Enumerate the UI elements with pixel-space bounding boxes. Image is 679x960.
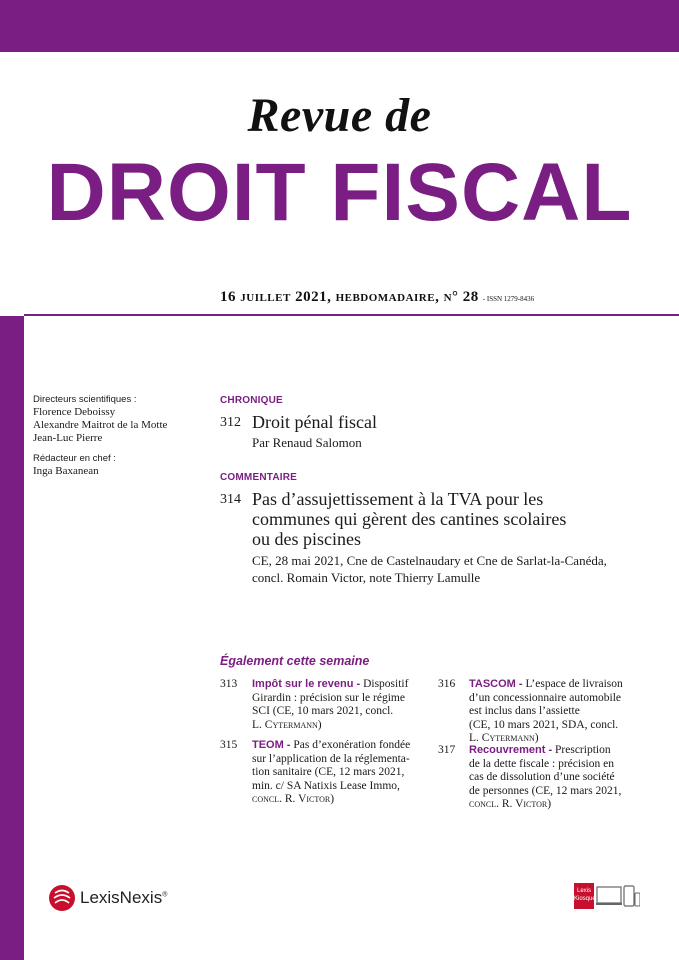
item-keyword: Recouvrement - bbox=[469, 744, 553, 756]
article-number: 312 bbox=[220, 415, 241, 430]
article-title[interactable]: Droit pénal fiscal bbox=[252, 412, 377, 432]
director-name: Alexandre Maitrot de la Motte bbox=[33, 419, 168, 431]
masthead-revue: Revue de bbox=[247, 89, 432, 142]
also-item[interactable]: TASCOM - L’espace de livraison d’un concessionnaire automobile est inclus dans l’assiette (CE, 10 mars 2021, SDA, concl. L. Cytermann) bbox=[469, 678, 623, 744]
title-line: communes qui gèrent des cantines scolaires bbox=[252, 509, 567, 529]
reference-line: concl. Romain Victor, note Thierry Lamulle bbox=[252, 570, 481, 585]
section-commentaire: COMMENTAIRE bbox=[220, 472, 298, 483]
item-keyword: TEOM - bbox=[252, 739, 291, 751]
director-name: Florence Deboissy bbox=[33, 406, 116, 418]
lexisnexis-emblem-icon bbox=[48, 884, 76, 912]
issue-line bbox=[220, 289, 534, 306]
article-reference bbox=[252, 552, 607, 586]
article-title[interactable] bbox=[252, 489, 566, 549]
editorial-board bbox=[33, 393, 213, 478]
title-line: ou des piscines bbox=[252, 529, 361, 549]
reference-line: CE, 28 mai 2021, Cne de Castelnaudary et Cne de Sarlat-la-Canéda, bbox=[252, 553, 607, 568]
also-this-week-heading: Également cette semaine bbox=[220, 654, 370, 668]
also-item[interactable]: TEOM - Pas d’exonération fondée sur l’application de la réglementa- tion sanitaire (CE, 12 mars 2021, min. c/ SA Natixis Lease Immo, concl. R. Victor) bbox=[252, 739, 411, 805]
article-author: Par Renaud Salomon bbox=[252, 435, 362, 450]
side-banner bbox=[0, 316, 24, 960]
publisher-name: LexisNexis® bbox=[80, 888, 168, 907]
devices-icon bbox=[596, 885, 640, 909]
item-keyword: TASCOM - bbox=[469, 678, 523, 690]
item-number: 313 bbox=[220, 678, 238, 690]
item-keyword: Impôt sur le revenu - bbox=[252, 678, 361, 690]
issue-date: 16 juillet 2021, hebdomadaire, n° 28 bbox=[220, 289, 479, 305]
chief-name: Inga Baxanean bbox=[33, 465, 99, 477]
directors-label: Directeurs scientifiques : bbox=[33, 394, 137, 405]
chief-label: Rédacteur en chef : bbox=[33, 453, 116, 464]
section-chronique: CHRONIQUE bbox=[220, 395, 283, 406]
also-item[interactable]: Recouvrement - Prescription de la dette fiscale : précision en cas de dissolution d’une société de personnes (CE, 12 mars 2021, concl. R. Victor) bbox=[469, 744, 622, 810]
item-number: 317 bbox=[438, 744, 456, 756]
top-banner bbox=[0, 0, 679, 52]
kiosque-badge bbox=[574, 883, 640, 909]
masthead-title: DROIT FISCAL bbox=[46, 147, 633, 238]
director-name: Jean-Luc Pierre bbox=[33, 432, 103, 444]
lexis-kiosque-icon: Lexis Kiosque bbox=[574, 883, 594, 909]
also-item[interactable]: Impôt sur le revenu - Dispositif Girardin : précision sur le régime SCI (CE, 10 mars 2021, concl. L. Cytermann) bbox=[252, 678, 409, 731]
title-line: Pas d’assujettissement à la TVA pour les bbox=[252, 489, 544, 509]
publisher-logo bbox=[48, 884, 167, 912]
header-divider bbox=[24, 314, 679, 316]
issn: - ISSN 1279-8436 bbox=[482, 295, 535, 303]
article-number: 314 bbox=[220, 492, 241, 507]
item-number: 315 bbox=[220, 739, 238, 751]
item-number: 316 bbox=[438, 678, 456, 690]
